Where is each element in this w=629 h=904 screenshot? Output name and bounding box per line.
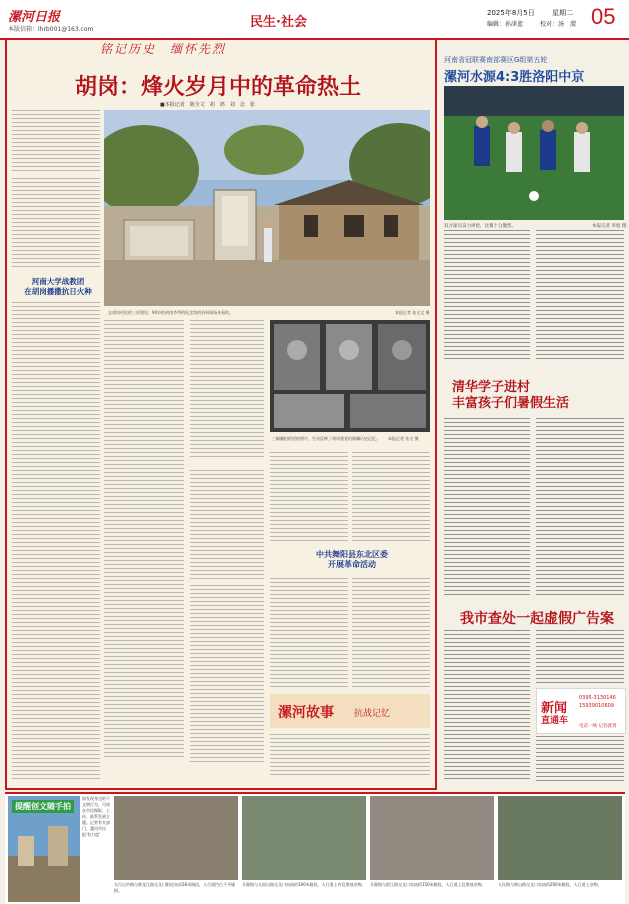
body-text-col4b [270,578,348,688]
archive-photo-credit: 本报记者 张全 摄 [388,436,419,441]
weekday: 星期二 [552,9,573,17]
sub-story-title: 中共舞阳县东北区委 开展革命活动 [316,550,388,569]
sports-kicker: 河南省冠联赛南部赛区G组第五轮 [444,56,548,64]
column-theme: 抗战记忆 [354,709,391,719]
body-text-col5a [352,452,430,544]
section-title: 民生·社会 [250,15,307,30]
sports-photo-credit: 本报记者 李旭 摄 [592,224,627,229]
hotline-tagline: 电话一响 记者就到 [579,724,617,729]
hotline-brand2: 直通车 [541,716,569,726]
paper-logo: 漯河日报 [8,10,61,25]
ad-story-text-col2b [536,736,624,784]
archive-photo-caption: 三幅翻拍的里的照片，生动反映了胡岗建党的斑斓历史记忆。 [272,436,380,441]
strip-photo-2 [242,796,366,880]
body-text-col3a [190,320,264,460]
ad-story-text-col1 [444,630,530,780]
sports-photo-caption: 双方球员奋力拼抢，比赛十分激烈。 [444,224,516,229]
hotline-box [536,688,626,734]
sports-text-col1 [444,230,530,362]
strip-caption-1: 太行山中路与黄龙江路交叉口附近向东58米路段，人行道凹凸不平破损。 [114,882,236,893]
proofreader: 校对：汤 澴 [540,21,577,28]
intro-text [12,110,100,172]
strip-photo-3 [370,796,494,880]
hotline-brand: 新闻 [541,701,568,716]
body-text-col3b [190,470,264,580]
body-text-col5b [352,578,430,688]
volunteer-headline: 清华学子进村 丰富孩子们暑假生活 [452,380,570,411]
main-photo [104,110,430,306]
volunteer-text-col2 [536,418,624,598]
main-photo-credit: 本报记者 张全文 摄 [395,310,430,315]
strip-photo-4 [498,796,622,880]
strip-caption-4: 人民路与黄山路交叉口东南约200米路段，人行道上杂物。 [498,882,602,887]
main-photo-caption: 去胡岗村民的三项建设，94岁的胡岗爷爷的纪念馆的资料现场来看的。 [108,310,234,315]
body-text-col4a [270,452,348,544]
strip-tip: 如发现身边的不文明行为，可请在市民摄影，上传，联系发到主题。记者有关部门，漯河市民报'有力度' [82,796,110,837]
body-text-col3c [190,585,264,765]
hotline-phone1: 0395-3130146 [579,695,616,701]
editor: 编辑：孙津蓝 [487,21,524,28]
subhead-hd-university: 河南大学战教团 在胡岗播撒抗日火种 [24,277,92,296]
strip-caption-2: 开源路与太原山路交叉口向南约100米路段，人行道上有乱堆放杂物。 [242,882,366,887]
page-number: 05 [591,4,616,29]
strip-photo-1 [114,796,238,880]
body-text-col1b [12,302,100,782]
issue-date: 2025年8月5日 [487,9,535,17]
hotline-phone2: 15939010609 [579,703,614,709]
feature-headline: 胡岗：烽火岁月中的革命热土 [75,74,362,100]
sports-headline: 漯河水源4:3胜洛阳中京 [444,70,585,85]
sports-text-col2 [536,230,624,362]
email-line: 本版信箱：lhrb001@163.com [8,26,94,33]
feature-byline: ■本报记者 陈全文 胡 鸿 刘 念 张 [160,102,255,108]
body-text-col2 [104,320,184,760]
column-name: 漯河故事 [278,705,334,721]
feature-kicker: 铭记历史 缅怀先烈 [100,42,227,56]
strip-caption-3: 开源路与滨江路交叉口东南约150米路段，人行道上乱堆放杂物。 [370,882,486,887]
strip-banner: 提醒创文随手拍 [12,800,74,813]
column-banner [270,694,430,728]
ad-story-text-col2a [536,630,624,684]
body-text-col4c [270,734,430,778]
volunteer-text-col1 [444,418,530,598]
sports-photo [444,86,624,220]
archive-photo [270,320,430,432]
ad-story-headline: 我市查处一起虚假广告案 [460,611,614,627]
masthead [0,0,629,40]
body-text-col1a [12,178,100,270]
